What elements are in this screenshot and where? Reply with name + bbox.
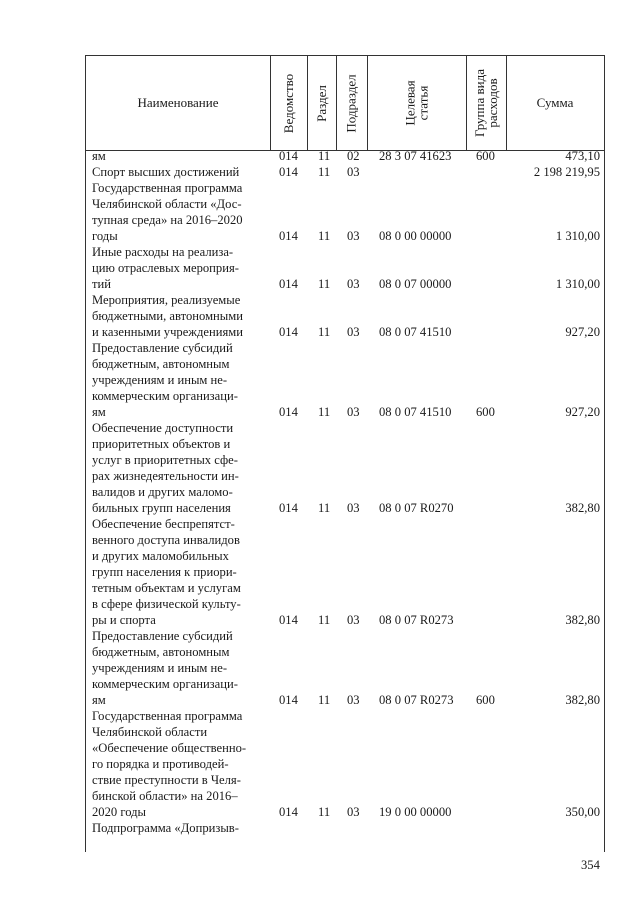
row-summa: 350,00 (565, 805, 600, 819)
page-number: 354 (581, 858, 600, 872)
row-razdel: 11 (318, 805, 331, 819)
row-vedomstvo: 014 (279, 325, 298, 339)
header-name: Наименование (137, 95, 219, 110)
row-summa: 1 310,00 (555, 229, 600, 243)
header-podrazdel (336, 55, 367, 151)
row-vedomstvo: 014 (279, 501, 298, 515)
row-celevaya: 19 0 00 00000 (379, 805, 452, 819)
row-podrazdel: 03 (347, 325, 360, 339)
table-right-border (604, 151, 605, 852)
row-celevaya: 28 3 07 41623 (379, 149, 452, 163)
row-celevaya: 08 0 07 R0270 (379, 501, 454, 515)
row-summa: 382,80 (565, 693, 600, 707)
header-razdel-label: Раздел (314, 84, 329, 122)
row-razdel: 11 (318, 501, 331, 515)
row-gruppa: 600 (476, 149, 495, 163)
row-name: Спорт высших достижений (92, 165, 240, 179)
row-name: Государственная программа Челябинской области «Дос- тупная среда» на 2016–2020 годы (92, 181, 243, 243)
row-name: Обеспечение беспрепятст- венного доступа инвалидов и других маломобильных групп населения к приори- тетным объектам и услугам в сфере физической культу- ры и спорта (92, 517, 241, 627)
row-vedomstvo: 014 (279, 229, 298, 243)
table-left-border (85, 151, 86, 852)
row-celevaya: 08 0 07 00000 (379, 277, 452, 291)
row-summa: 2 198 219,95 (533, 165, 600, 179)
row-name: Мероприятия, реализуемые бюджетными, автономными и казенными учреждениями (92, 293, 243, 339)
row-name: Предоставление субсидий бюджетным, автономным учреждениям и иным не- коммерческим организаци- ям (92, 629, 238, 707)
row-summa: 1 310,00 (555, 277, 600, 291)
row-vedomstvo: 014 (279, 277, 298, 291)
row-podrazdel: 03 (347, 277, 360, 291)
header-gruppa (466, 55, 506, 151)
row-razdel: 11 (318, 229, 331, 243)
row-podrazdel: 02 (347, 149, 360, 163)
header-razdel (307, 55, 336, 151)
row-name: Подпрограмма «Допризыв- (92, 821, 239, 835)
header-celevaya-line2: статья (415, 85, 431, 121)
row-celevaya: 08 0 07 41510 (379, 405, 452, 419)
row-razdel: 11 (318, 613, 331, 627)
row-celevaya: 08 0 00 00000 (379, 229, 452, 243)
row-podrazdel: 03 (347, 165, 360, 179)
row-name: Предоставление субсидий бюджетным, автономным учреждениям и иным не- коммерческим организаци- ям (92, 341, 238, 419)
row-celevaya: 08 0 07 R0273 (379, 693, 454, 707)
row-name: Обеспечение доступности приоритетных объектов и услуг в приоритетных сфе- рах жизнедеятельности ин- валидов и других маломо- бильных групп населения (92, 421, 239, 515)
row-summa: 927,20 (565, 405, 600, 419)
row-gruppa: 600 (476, 405, 495, 419)
row-vedomstvo: 014 (279, 165, 298, 179)
row-name: ям (92, 149, 106, 163)
header-gruppa-line1: Группа вида (472, 69, 488, 137)
row-razdel: 11 (318, 405, 331, 419)
row-vedomstvo: 014 (279, 405, 298, 419)
row-podrazdel: 03 (347, 693, 360, 707)
row-celevaya: 08 0 07 41510 (379, 325, 452, 339)
row-podrazdel: 03 (347, 229, 360, 243)
row-name: Государственная программа Челябинской области «Обеспечение общественно- го порядка и противодей- ствие преступности в Челя- бинской области» на 2016– 2020 годы (92, 709, 247, 819)
header-gruppa-line2: расходов (485, 78, 501, 128)
row-summa: 382,80 (565, 501, 600, 515)
row-razdel: 11 (318, 149, 331, 163)
row-vedomstvo: 014 (279, 613, 298, 627)
header-celevaya (367, 55, 466, 151)
row-razdel: 11 (318, 693, 331, 707)
row-summa: 473,10 (565, 149, 600, 163)
row-podrazdel: 03 (347, 501, 360, 515)
row-vedomstvo: 014 (279, 693, 298, 707)
header-celevaya-line1: Целевая (402, 80, 418, 126)
row-podrazdel: 03 (347, 805, 360, 819)
row-podrazdel: 03 (347, 613, 360, 627)
header-summa: Сумма (536, 95, 574, 110)
row-gruppa: 600 (476, 693, 495, 707)
row-summa: 382,80 (565, 613, 600, 627)
row-podrazdel: 03 (347, 405, 360, 419)
row-vedomstvo: 014 (279, 805, 298, 819)
row-summa: 927,20 (565, 325, 600, 339)
header-vedomstvo (270, 55, 307, 151)
row-razdel: 11 (318, 325, 331, 339)
row-razdel: 11 (318, 165, 331, 179)
row-name: Иные расходы на реализа- цию отраслевых мероприя- тий (92, 245, 239, 291)
row-razdel: 11 (318, 277, 331, 291)
row-celevaya: 08 0 07 R0273 (379, 613, 454, 627)
header-vedomstvo-label: Ведомство (281, 73, 296, 133)
row-vedomstvo: 014 (279, 149, 298, 163)
header-podrazdel-label: Подраздел (344, 73, 360, 133)
